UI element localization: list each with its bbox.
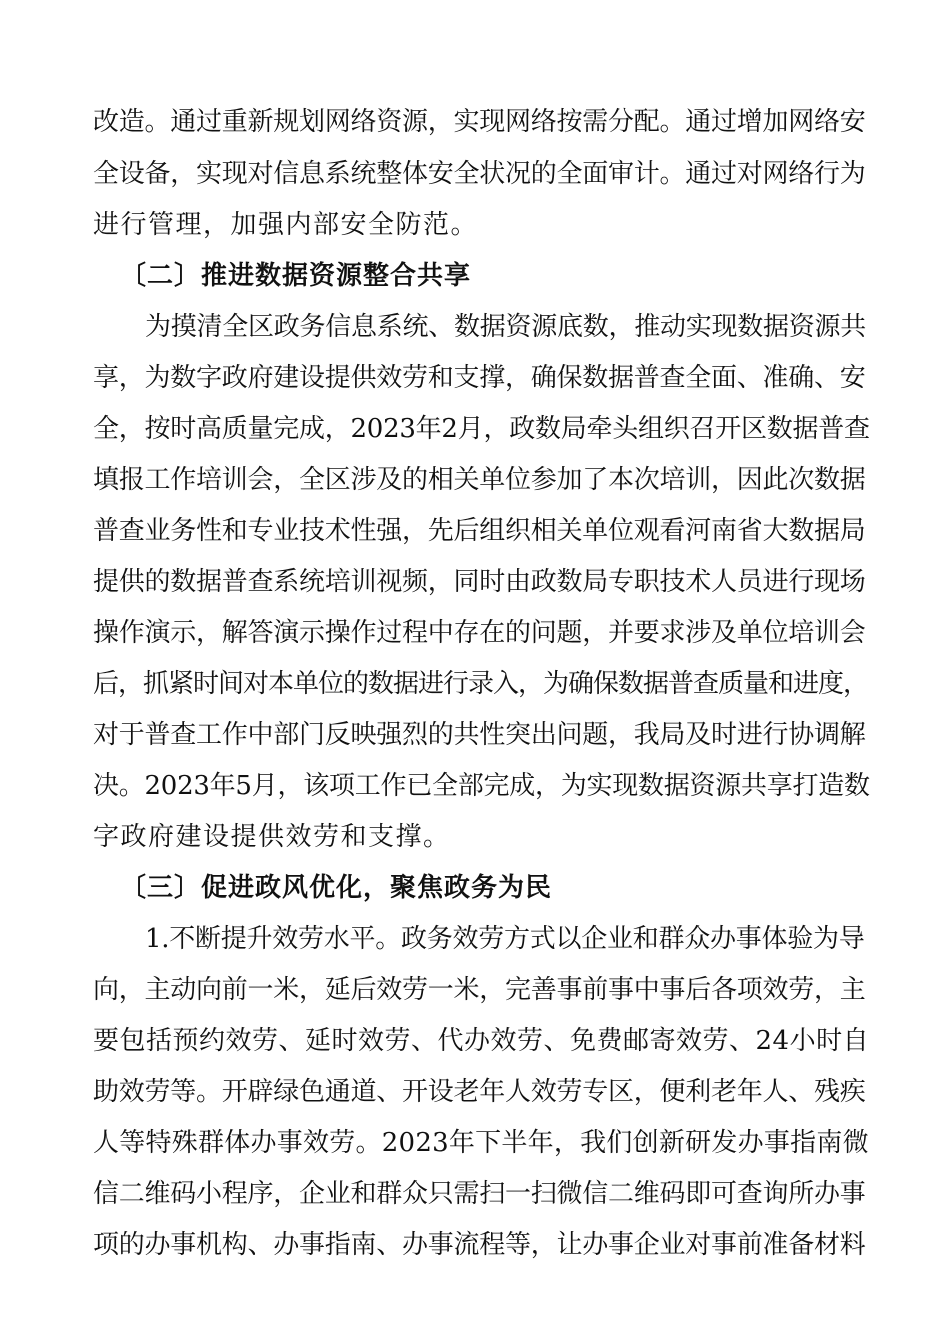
paragraph-line: 填报工作培训会，全区涉及的相关单位参加了本次培训，因此次数据	[93, 465, 866, 495]
paragraph-line: 1.不断提升效劳水平。政务效劳方式以企业和群众办事体验为导	[145, 924, 865, 954]
paragraph-line: 项的办事机构、办事指南、办事流程等，让办事企业对事前准备材料	[93, 1230, 866, 1260]
paragraph-line: 改造。通过重新规划网络资源，实现网络按需分配。通过增加网络安	[93, 107, 866, 137]
paragraph-line: 人等特殊群体办事效劳。2023年下半年，我们创新研发办事指南微	[93, 1128, 869, 1158]
paragraph-line: 全设备，实现对信息系统整体安全状况的全面审计。通过对网络行为	[93, 159, 866, 189]
paragraph-line: 信二维码小程序，企业和群众只需扫一扫微信二维码即可查询所办事	[93, 1179, 866, 1209]
paragraph-line: 向，主动向前一米，延后效劳一米，完善事前事中事后各项效劳，主	[93, 975, 866, 1005]
section-heading: 〔三〕促进政风优化，聚焦政务为民	[120, 873, 553, 903]
paragraph-line: 进行管理，加强内部安全防范。	[93, 210, 479, 240]
paragraph-line: 普查业务性和专业技术性强，先后组织相关单位观看河南省大数据局	[93, 516, 866, 546]
paragraph-line: 字政府建设提供效劳和支撑。	[93, 822, 451, 852]
section-heading: 〔二〕推进数据资源整合共享	[120, 261, 472, 291]
paragraph-line: 为摸清全区政务信息系统、数据资源底数，推动实现数据资源共	[145, 312, 867, 342]
paragraph-line: 后，抓紧时间对本单位的数据进行录入，为确保数据普查质量和进度，	[93, 669, 869, 699]
paragraph-line: 全，按时高质量完成，2023年2月，政数局牵头组织召开区数据普查	[93, 414, 870, 444]
paragraph-line: 对于普查工作中部门反映强烈的共性突出问题，我局及时进行协调解	[93, 720, 866, 750]
paragraph-line: 决。2023年5月，该项工作已全部完成，为实现数据资源共享打造数	[93, 771, 870, 801]
paragraph-line: 享，为数字政府建设提供效劳和支撑，确保数据普查全面、准确、安	[93, 363, 866, 393]
paragraph-line: 操作演示，解答演示操作过程中存在的问题，并要求涉及单位培训会	[93, 618, 866, 648]
paragraph-line: 助效劳等。开辟绿色通道、开设老年人效劳专区，便利老年人、残疾	[93, 1077, 866, 1107]
paragraph-line: 要包括预约效劳、延时效劳、代办效劳、免费邮寄效劳、24小时自	[93, 1026, 870, 1056]
paragraph-line: 提供的数据普查系统培训视频，同时由政数局专职技术人员进行现场	[93, 567, 866, 597]
